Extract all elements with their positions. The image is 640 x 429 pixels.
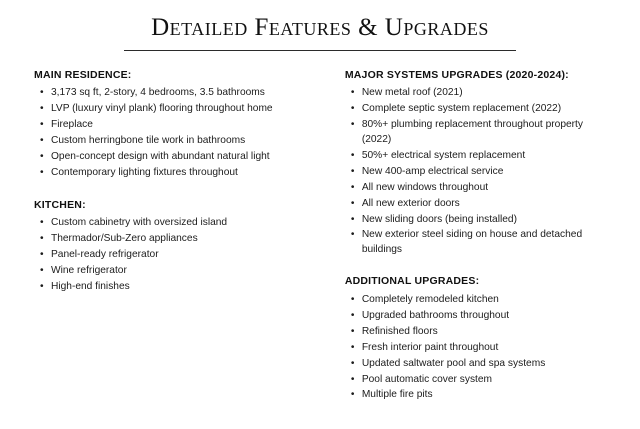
list-item: • Thermador/Sub-Zero appliances: [51, 232, 313, 246]
list-item: • Pool automatic cover system: [362, 373, 614, 387]
list-item: • New sliding doors (being installed): [362, 213, 614, 227]
list-item: • All new windows throughout: [362, 181, 614, 195]
feature-list: [345, 86, 614, 257]
list-item: • New 400-amp electrical service: [362, 165, 614, 179]
list-item: • Refinished floors: [362, 325, 614, 339]
feature-list: [34, 216, 313, 294]
right-column: [335, 69, 614, 415]
section-heading: KITCHEN:: [34, 198, 86, 211]
list-item: • New metal roof (2021): [362, 86, 614, 100]
list-item: • Fireplace: [51, 118, 313, 132]
list-item: • LVP (luxury vinyl plank) flooring throughout home: [51, 102, 313, 116]
section-heading: ADDITIONAL UPGRADES:: [344, 275, 480, 288]
list-item: • 3,173 sq ft, 2-story, 4 bedrooms, 3.5 bathrooms: [51, 86, 313, 100]
content-columns: [0, 51, 640, 415]
list-item: • New exterior steel siding on house and detached buildings: [362, 228, 614, 257]
list-item: • Updated saltwater pool and spa systems: [362, 357, 614, 371]
list-item: • Contemporary lighting fixtures throughout: [51, 166, 313, 180]
left-column: [34, 69, 313, 306]
section-main-residence: [34, 69, 313, 181]
section-additional-upgrades: [345, 275, 614, 403]
section-heading: MAIN RESIDENCE:: [34, 69, 132, 81]
feature-list: [345, 293, 614, 403]
list-item: • Completely remodeled kitchen: [362, 293, 614, 307]
page-title: Detailed Features & Upgrades: [151, 14, 489, 41]
list-item: • Custom herringbone tile work in bathrooms: [51, 134, 313, 148]
list-item: • High-end finishes: [51, 280, 313, 294]
list-item: • Open-concept design with abundant natural light: [51, 150, 313, 164]
list-item: • All new exterior doors: [362, 197, 614, 211]
list-item: • Panel-ready refrigerator: [51, 248, 313, 262]
feature-list: [34, 86, 313, 180]
section-kitchen: [34, 199, 313, 295]
section-major-systems-upgrades: [345, 69, 614, 257]
list-item: • Upgraded bathrooms throughout: [362, 309, 614, 323]
list-item: • Custom cabinetry with oversized island: [51, 216, 313, 230]
list-item: • Complete septic system replacement (2022): [362, 102, 614, 116]
list-item: • Fresh interior paint throughout: [362, 341, 614, 355]
section-heading: MAJOR SYSTEMS UPGRADES (2020-2024):: [344, 69, 569, 81]
list-item: • 80%+ plumbing replacement throughout property (2022): [362, 118, 614, 147]
list-item: • 50%+ electrical system replacement: [362, 149, 614, 163]
list-item: • Wine refrigerator: [51, 264, 313, 278]
list-item: • Multiple fire pits: [362, 388, 614, 402]
